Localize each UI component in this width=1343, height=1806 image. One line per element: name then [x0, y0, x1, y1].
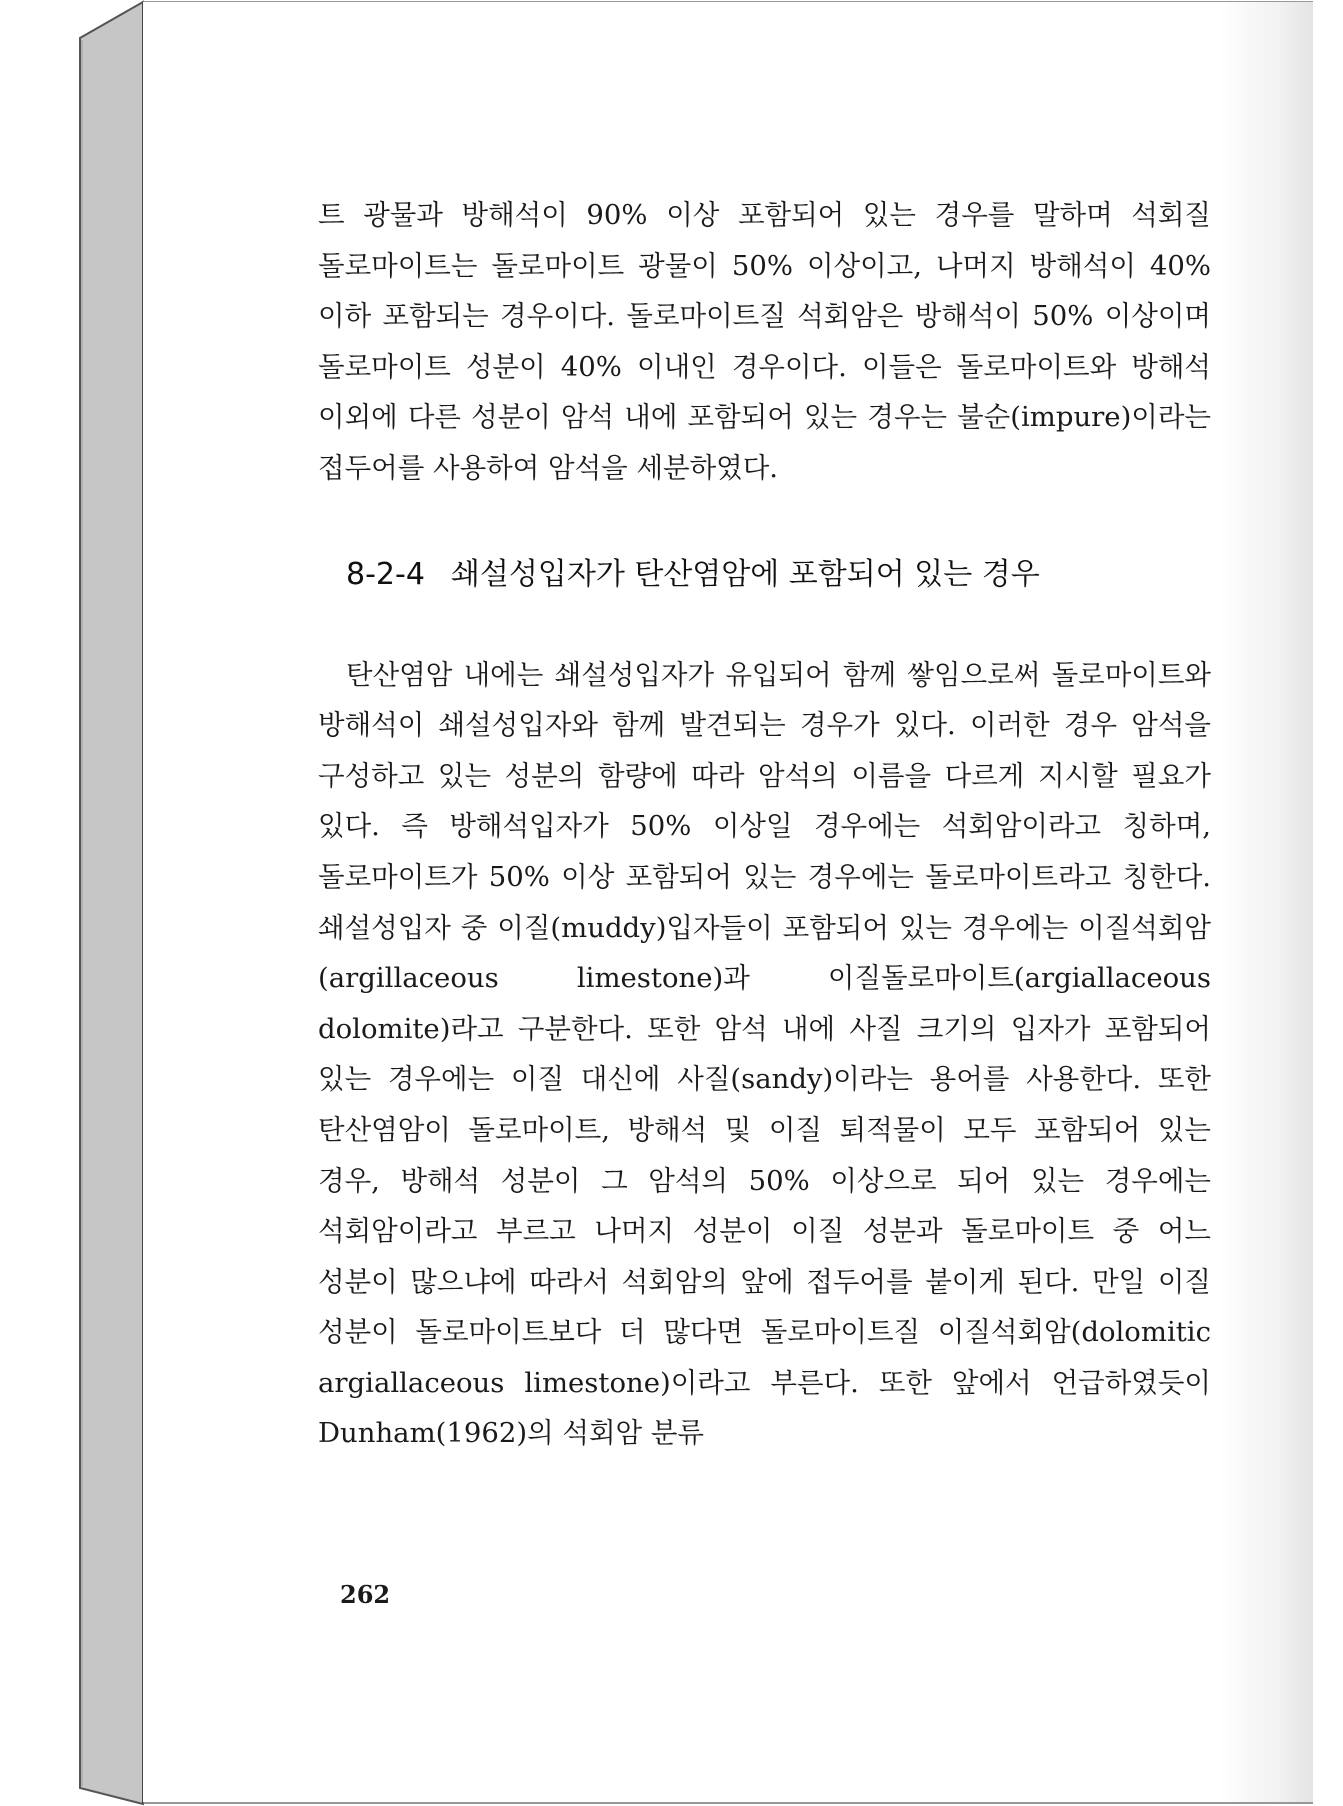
- section-heading: [346, 557, 1211, 593]
- section-number: 8-2-4: [346, 556, 425, 592]
- page-number: 262: [340, 1580, 391, 1609]
- paragraph-body: 탄산염암 내에는 쇄설성입자가 유입되어 함께 쌓임으로써 돌로마이트와 방해석이 쇄설성입자와 함께 발견되는 경우가 있다. 이러한 경우 암석을 구성하고 있는 성분의 함량에 따라 암석의 이름을 다르게 지시할 필요가 있다. 즉 방해석입자가 50% 이상일 경우에는 석회암이라고 칭하며, 돌로마이트가 50% 이상 포함되어 있는 경우에는 돌로마이트라고 칭한다. 쇄설성입자 중 이질(muddy)입자들이 포함되어 있는 경우에는 이질석회암(argillaceous limestone)과 이질돌로마이트(argiallaceous dolomite)라고 구분한다. 또한 암석 내에 사질 크기의 입자가 포함되어 있는 경우에는 이질 대신에 사질(sandy)이라는 용어를 사용한다. 또한 탄산염암이 돌로마이트, 방해석 및 이질 퇴적물이 모두 포함되어 있는 경우, 방해석 성분이 그 암석의 50% 이상으로 되어 있는 경우에는 석회암이라고 부르고 나머지 성분이 이질 성분과 돌로마이트 중 어느 성분이 많으냐에 따라서 석회암의 앞에 접두어를 붙이게 된다. 만일 이질 성분이 돌로마이트보다 더 많다면 돌로마이트질 이질석회암(dolomitic argiallaceous limestone)이라고 부른다. 또한 앞에서 언급하였듯이 Dunham(1962)의 석회암 분류: [318, 658, 1211, 1450]
- section-title: 쇄설성입자가 탄산염암에 포함되어 있는 경우: [450, 556, 1040, 592]
- paragraph-continued: 트 광물과 방해석이 90% 이상 포함되어 있는 경우를 말하며 석회질 돌로마이트는 돌로마이트 광물이 50% 이상이고, 나머지 방해석이 40% 이하 포함되는 경우이다. 돌로마이트질 석회암은 방해석이 50% 이상이며 돌로마이트 성분이 40% 이내인 경우이다. 이들은 돌로마이트와 방해석 이외에 다른 성분이 암석 내에 포함되어 있는 경우는 불순(impure)이라는 접두어를 사용하여 암석을 세분하였다.: [318, 199, 1211, 484]
- page-content: [318, 190, 1211, 1459]
- book-spine: [80, 2, 143, 1804]
